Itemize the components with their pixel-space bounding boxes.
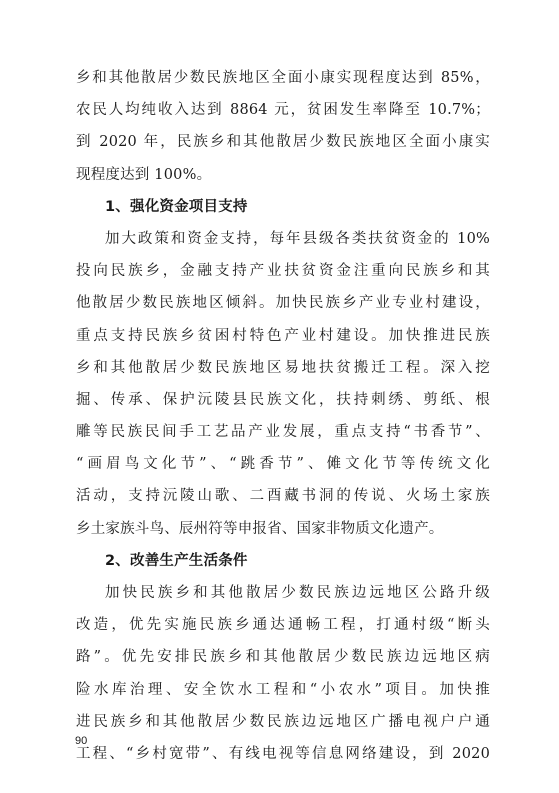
body-line: 工程、“乡村宽带”、有线电视等信息网络建设，到 2020 bbox=[76, 745, 490, 762]
body-line: 乡和其他散居少数民族地区全面小康实现程度达到 85%， bbox=[76, 70, 490, 86]
body-line: 进民族乡和其他散居少数民族边远地区广播电视户户通 bbox=[76, 713, 490, 730]
body-line: 乡土家族斗鸟、辰州符等申报省、国家非物质文化遗产。 bbox=[76, 520, 444, 537]
body-line: 现程度达到 100%。 bbox=[76, 166, 212, 183]
body-line: 他散居少数民族地区倾斜。加快民族乡产业专业村建设， bbox=[76, 295, 490, 312]
section-heading: 2、改善生产生活条件 bbox=[105, 552, 248, 569]
body-line: 雕等民族民间手工艺品产业发展，重点支持“书香节”、 bbox=[76, 424, 490, 441]
body-line: 投向民族乡，金融支持产业扶贫资金注重向民族乡和其 bbox=[76, 263, 490, 280]
body-line: 农民人均纯收入达到 8864 元，贫困发生率降至 10.7%； bbox=[76, 102, 490, 119]
body-line: 乡和其他散居少数民族地区易地扶贫搬迁工程。深入挖 bbox=[76, 359, 490, 376]
body-line: “画眉鸟文化节”、“跳香节”、傩文化节等传统文化 bbox=[76, 456, 490, 473]
body-line: 改造，优先实施民族乡通达通畅工程，打通村级“断头 bbox=[76, 617, 490, 634]
body-line: 路”。优先安排民族乡和其他散居少数民族边远地区病 bbox=[76, 649, 490, 666]
body-line: 重点支持民族乡贫困村特色产业村建设。加快推进民族 bbox=[76, 327, 490, 344]
body-text bbox=[76, 62, 490, 770]
body-line: 到 2020 年，民族乡和其他散居少数民族地区全面小康实 bbox=[76, 134, 490, 151]
page-number: 90 bbox=[75, 735, 88, 747]
body-line: 活动，支持沅陵山歌、二酉藏书洞的传说、火场土家族 bbox=[76, 488, 490, 505]
body-line: 掘、传承、保护沅陵县民族文化，扶持刺绣、剪纸、根 bbox=[76, 391, 490, 408]
section-heading: 1、强化资金项目支持 bbox=[105, 198, 248, 215]
body-line: 险水库治理、安全饮水工程和“小农水”项目。加快推 bbox=[76, 681, 490, 698]
body-line: 加快民族乡和其他散居少数民族边远地区公路升级 bbox=[105, 585, 490, 601]
body-line: 加大政策和资金支持，每年县级各类扶贫资金的 10% bbox=[105, 230, 490, 247]
